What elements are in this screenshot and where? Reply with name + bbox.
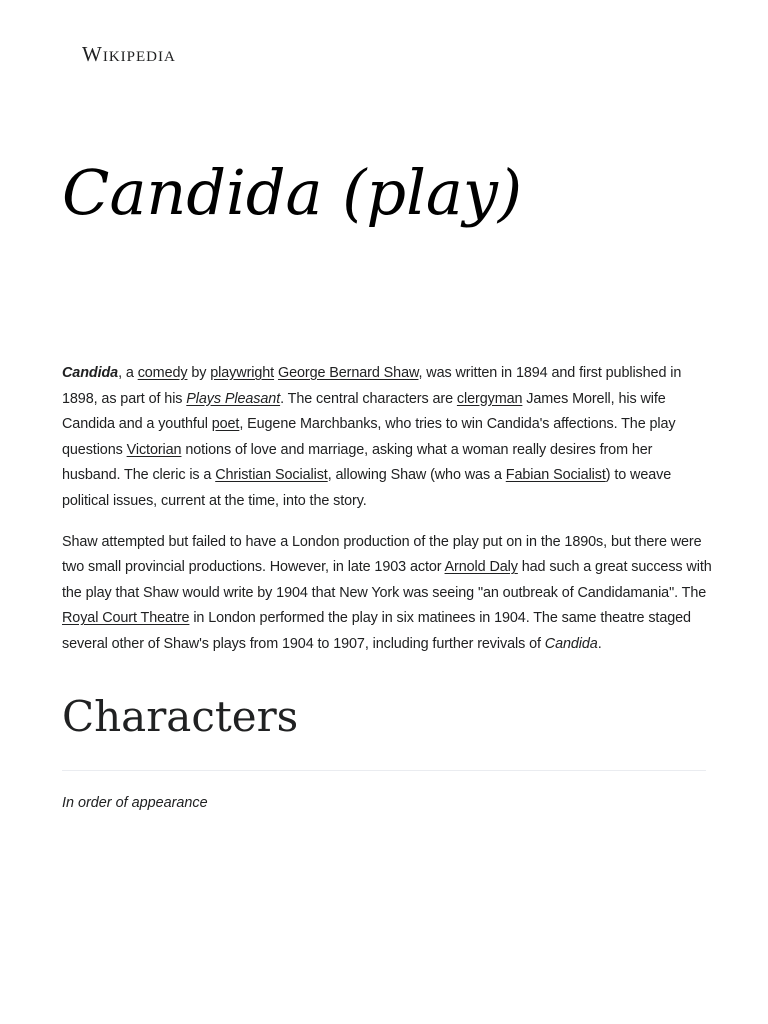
link-comedy[interactable]: comedy [137, 365, 188, 381]
page-title: Candida (play) [62, 156, 523, 229]
characters-note: In order of appearance [62, 794, 208, 811]
text-span: , a [118, 365, 138, 381]
article-subject-bold: Candida [62, 365, 119, 381]
section-divider [62, 770, 706, 771]
article-content [62, 361, 712, 811]
text-span: , was written in 1894 and first published in 1898, as part of his [62, 365, 682, 407]
text-span: , allowing Shaw (who was a [327, 467, 506, 484]
text-span: notions of love and marriage, asking what a woman really desires from her husband. The cleric is a [62, 441, 653, 484]
text-span: , Eugene Marchbanks, who tries to win Candida's affections. The play questions [62, 416, 676, 458]
section-heading-characters[interactable]: Characters [62, 691, 299, 741]
link-royal-court-theatre[interactable]: Royal Court Theatre [62, 610, 190, 627]
link-clergyman[interactable]: clergyman [456, 390, 523, 407]
link-christian-socialist[interactable]: Christian Socialist [215, 467, 328, 484]
link-fabian-socialist[interactable]: Fabian Socialist [505, 467, 606, 484]
text-span: James Morell, his wife Candida and a youthful [62, 390, 666, 433]
text-span: by [187, 365, 211, 381]
intro-paragraph [62, 361, 712, 515]
link-victorian[interactable]: Victorian [126, 441, 182, 458]
italic-title-candida: Candida [544, 635, 598, 652]
link-george-bernard-shaw[interactable]: George Bernard Shaw [277, 365, 419, 381]
link-playwright[interactable]: playwright [210, 365, 275, 381]
text-span: in London performed the play in six matinees in 1904. The same theatre staged several other of Shaw's plays from 1904 to 1907, including further revivals of [62, 610, 691, 652]
text-span: ) to weave political issues, current at the time, into the story. [62, 467, 672, 509]
text-span: . [597, 635, 602, 652]
text-span: had such a great success with the play that Shaw would write by 1904 that New York was seeing "an outbreak of Candidamania". The [62, 559, 712, 601]
link-poet[interactable]: poet [211, 416, 240, 433]
link-plays-pleasant[interactable]: Plays Pleasant [186, 390, 281, 407]
wikipedia-wordmark-link[interactable]: Wikipedia [82, 42, 176, 66]
text-span: . The central characters are [280, 390, 457, 407]
text-span: Shaw attempted but failed to have a London production of the play put on in the 1890s, but there were two small provincial productions. However, in late 1903 actor [62, 533, 702, 576]
history-paragraph [62, 530, 712, 658]
link-arnold-daly[interactable]: Arnold Daly [444, 559, 518, 576]
